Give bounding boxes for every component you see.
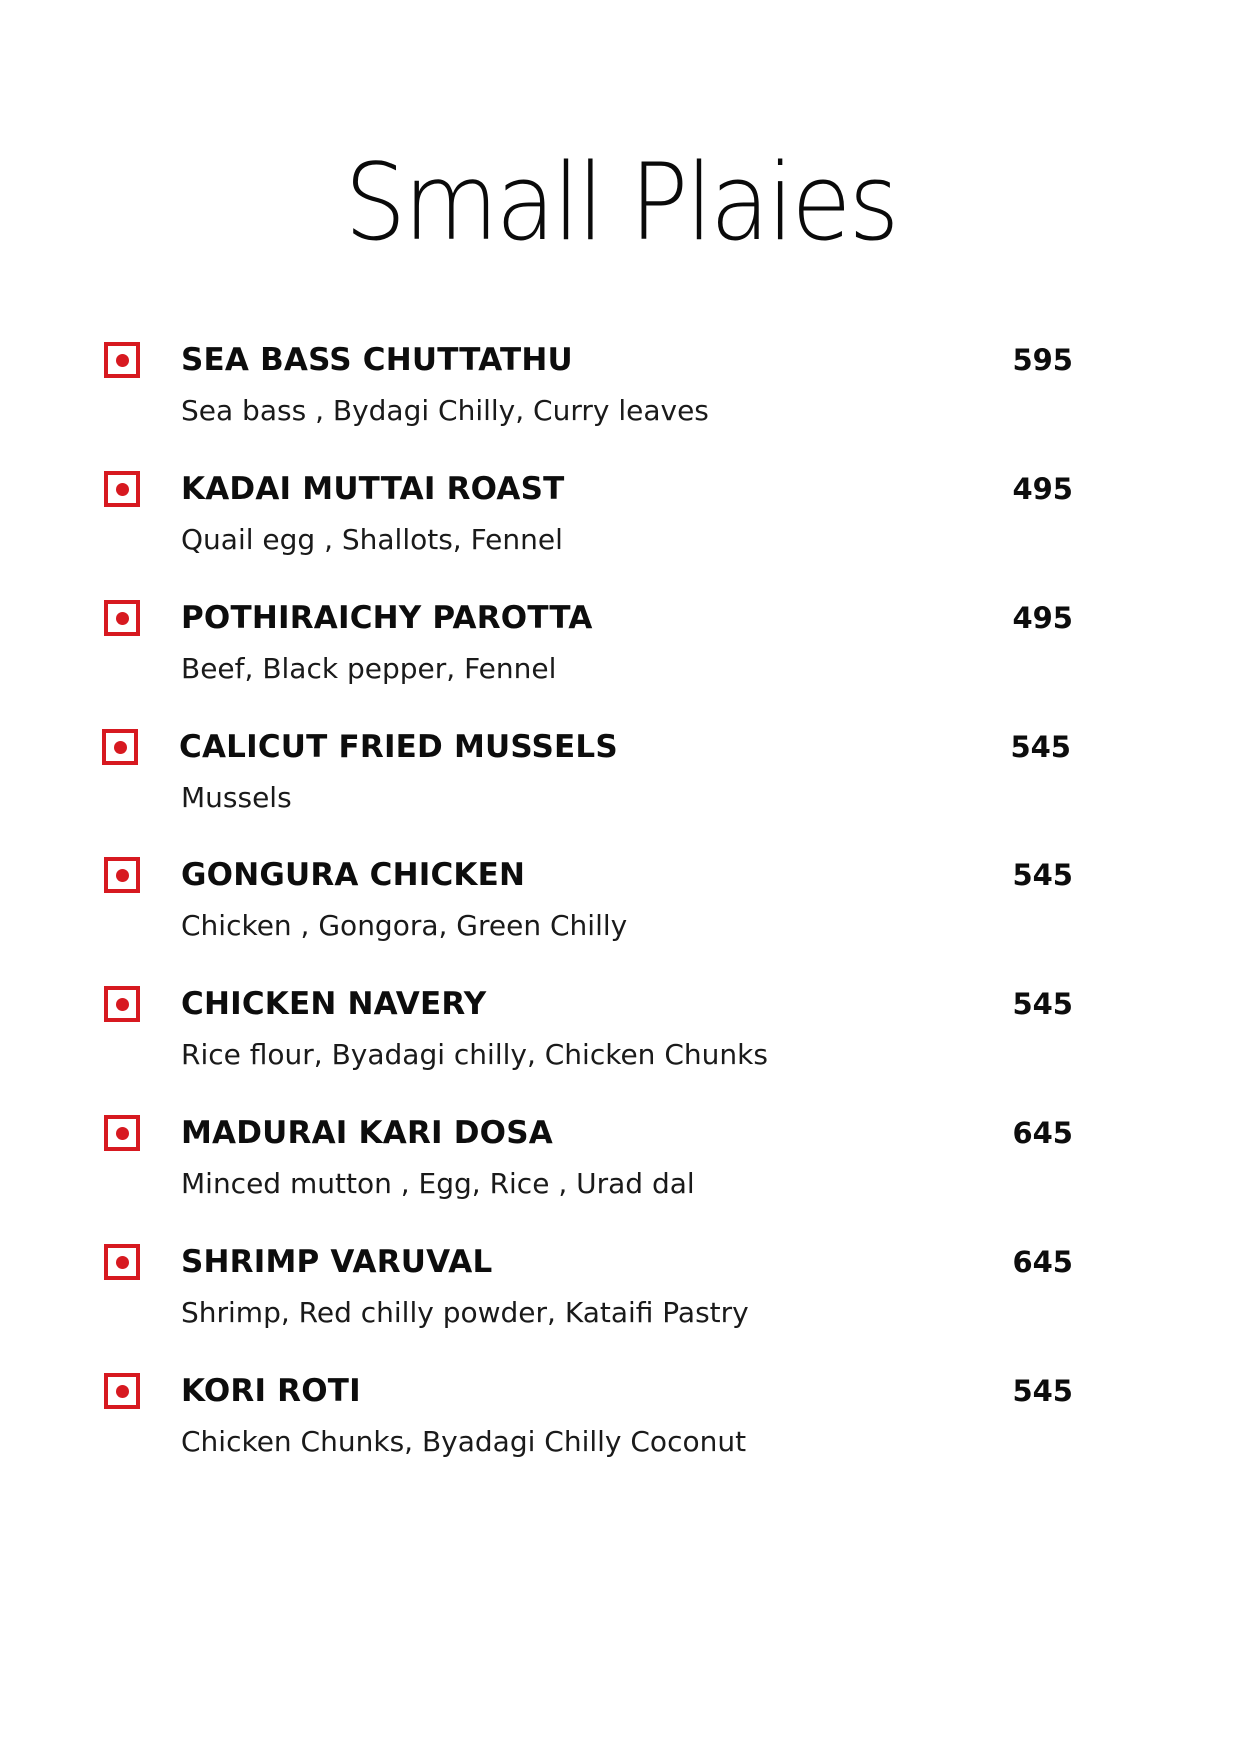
menu-item-price: 595 [1012, 343, 1073, 377]
nonveg-mark-icon [104, 1115, 140, 1151]
menu-item-description: Shrimp, Red chilly powder, Kataifi Pastry [181, 1296, 749, 1329]
menu-item-name: SEA BASS CHUTTATHU [181, 342, 573, 378]
page-title: Small Plaies [344, 141, 897, 264]
menu-item-name: KORI ROTI [181, 1373, 361, 1409]
menu-item [0, 471, 1241, 601]
menu-item-price: 495 [1012, 472, 1073, 506]
menu-item-price: 545 [1012, 987, 1073, 1021]
menu-item-price: 545 [1010, 730, 1071, 764]
nonveg-mark-icon [104, 342, 140, 378]
menu-item-description: Rice flour, Byadagi chilly, Chicken Chunks [181, 1038, 768, 1071]
menu-item-name: CHICKEN NAVERY [181, 986, 487, 1022]
menu-item-price: 545 [1012, 1374, 1073, 1408]
menu-item-name: CALICUT FRIED MUSSELS [179, 729, 618, 765]
menu-item-description: Minced mutton , Egg, Rice , Urad dal [181, 1167, 695, 1200]
menu-item-description: Mussels [181, 781, 292, 814]
menu-item-description: Chicken Chunks, Byadagi Chilly Coconut [181, 1425, 747, 1458]
nonveg-mark-icon [104, 857, 140, 893]
menu-item [0, 342, 1241, 472]
menu-item-description: Quail egg , Shallots, Fennel [181, 523, 563, 556]
menu-item-name: SHRIMP VARUVAL [181, 1244, 493, 1280]
nonveg-mark-icon [102, 729, 138, 765]
nonveg-mark-icon [104, 600, 140, 636]
menu-item-name: KADAI MUTTAI ROAST [181, 471, 565, 507]
menu-item [0, 600, 1241, 730]
menu-item-description: Sea bass , Bydagi Chilly, Curry leaves [181, 394, 709, 427]
menu-item [0, 986, 1241, 1116]
nonveg-mark-icon [104, 1373, 140, 1409]
menu-item-price: 545 [1012, 858, 1073, 892]
menu-item [0, 1115, 1241, 1245]
menu-item-name: POTHIRAICHY PAROTTA [181, 600, 593, 636]
nonveg-mark-icon [104, 471, 140, 507]
nonveg-mark-icon [104, 1244, 140, 1280]
menu-item [0, 1373, 1241, 1503]
menu-item-name: GONGURA CHICKEN [181, 857, 526, 893]
menu-item-name: MADURAI KARI DOSA [181, 1115, 553, 1151]
menu-item [0, 729, 1241, 859]
menu-item [0, 1244, 1241, 1374]
menu-item [0, 857, 1241, 987]
menu-item-price: 645 [1012, 1245, 1073, 1279]
menu-item-description: Chicken , Gongora, Green Chilly [181, 909, 628, 942]
menu-item-price: 645 [1012, 1116, 1073, 1150]
menu-item-description: Beef, Black pepper, Fennel [181, 652, 557, 685]
menu-item-price: 495 [1012, 601, 1073, 635]
nonveg-mark-icon [104, 986, 140, 1022]
